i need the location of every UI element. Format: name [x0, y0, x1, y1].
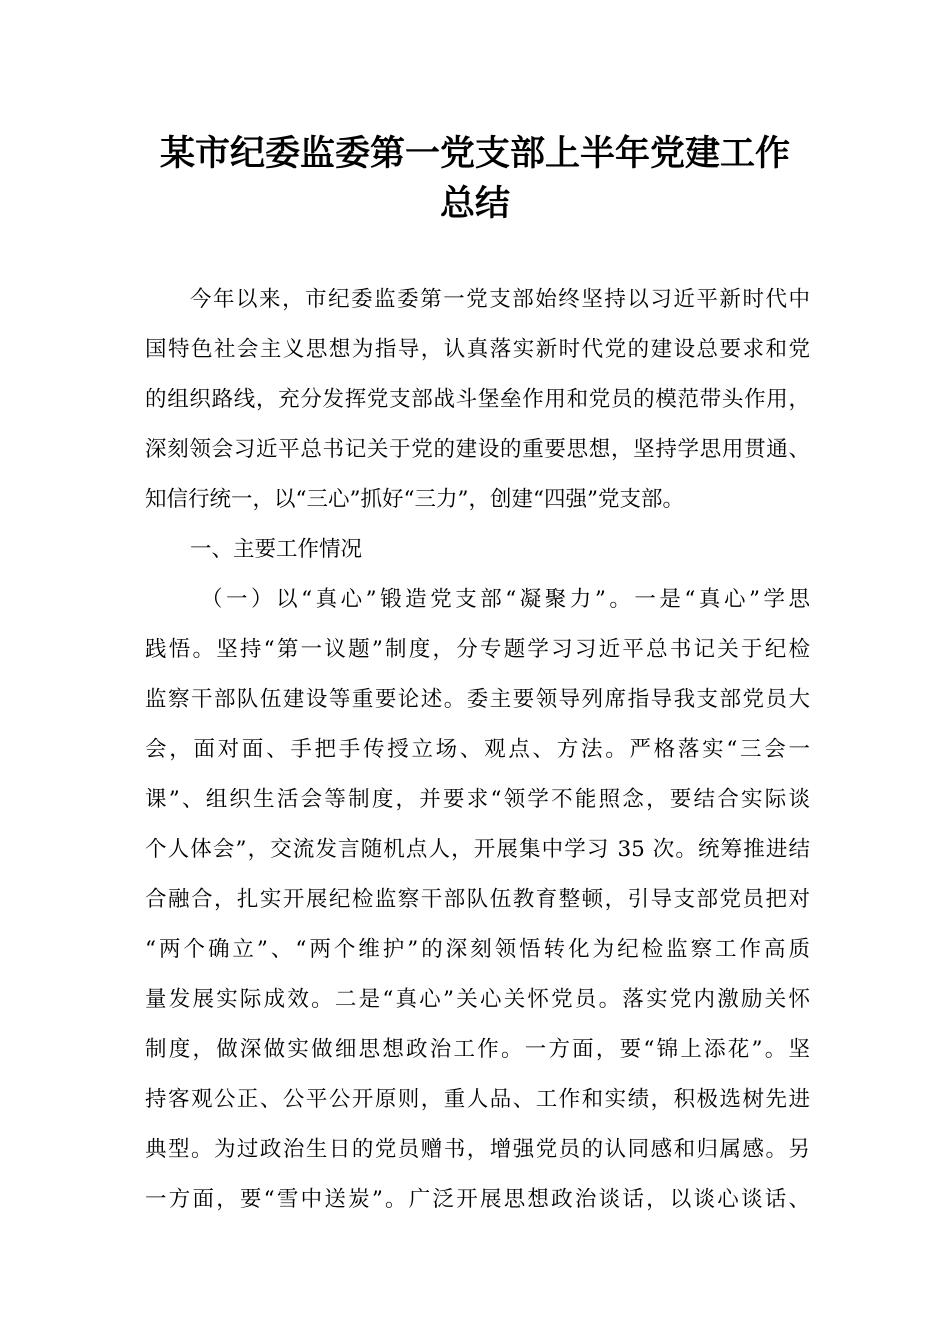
- text-line-16: 制度，做深做实做细思想政治工作。一方面，要“锦上添花”。坚: [145, 1037, 810, 1062]
- text-line-7: （一）以“真心”锻造党支部“凝聚力”。一是“真心”学思: [201, 587, 810, 612]
- text-line-2: 国特色社会主义思想为指导，认真落实新时代党的建设总要求和党: [145, 337, 810, 362]
- document-title-line-2: 总结: [439, 184, 510, 224]
- text-line-17: 持客观公正、公平公开原则，重人品、工作和实绩，积极选树先进: [145, 1087, 810, 1112]
- section-heading-main-work: 一、主要工作情况: [190, 537, 363, 562]
- text-line-5: 知信行统一，以“三心”抓好“三力”，创建“四强”党支部。: [145, 487, 684, 512]
- text-line-8: 践悟。坚持“第一议题”制度，分专题学习习近平总书记关于纪检: [145, 637, 810, 662]
- text-line-3: 的组织路线，充分发挥党支部战斗堡垒作用和党员的模范带头作用，: [145, 387, 810, 412]
- text-line-18: 典型。为过政治生日的党员赠书，增强党员的认同感和归属感。另: [145, 1137, 810, 1162]
- text-line-11: 课”、组织生活会等制度，并要求“领学不能照念，要结合实际谈: [145, 787, 810, 812]
- text-line-1: 今年以来，市纪委监委第一党支部始终坚持以习近平新时代中: [190, 287, 810, 312]
- document-title-line-1: 某市纪委监委第一党支部上半年党建工作: [159, 134, 790, 174]
- text-line-12: 个人体会”，交流发言随机点人，开展集中学习 35 次。统筹推进结: [145, 837, 810, 862]
- text-line-19: 一方面，要“雪中送炭”。广泛开展思想政治谈话，以谈心谈话、: [145, 1187, 810, 1212]
- text-line-9: 监察干部队伍建设等重要论述。委主要领导列席指导我支部党员大: [145, 687, 810, 712]
- text-line-14: “两个确立”、“两个维护”的深刻领悟转化为纪检监察工作高质: [145, 937, 810, 962]
- text-line-10: 会，面对面、手把手传授立场、观点、方法。严格落实“三会一: [145, 737, 810, 762]
- text-line-13: 合融合，扎实开展纪检监察干部队伍教育整顿，引导支部党员把对: [145, 887, 810, 912]
- text-line-15: 量发展实际成效。二是“真心”关心关怀党员。落实党内激励关怀: [145, 987, 810, 1012]
- text-line-4: 深刻领会习近平总书记关于党的建设的重要思想，坚持学思用贯通、: [145, 437, 810, 462]
